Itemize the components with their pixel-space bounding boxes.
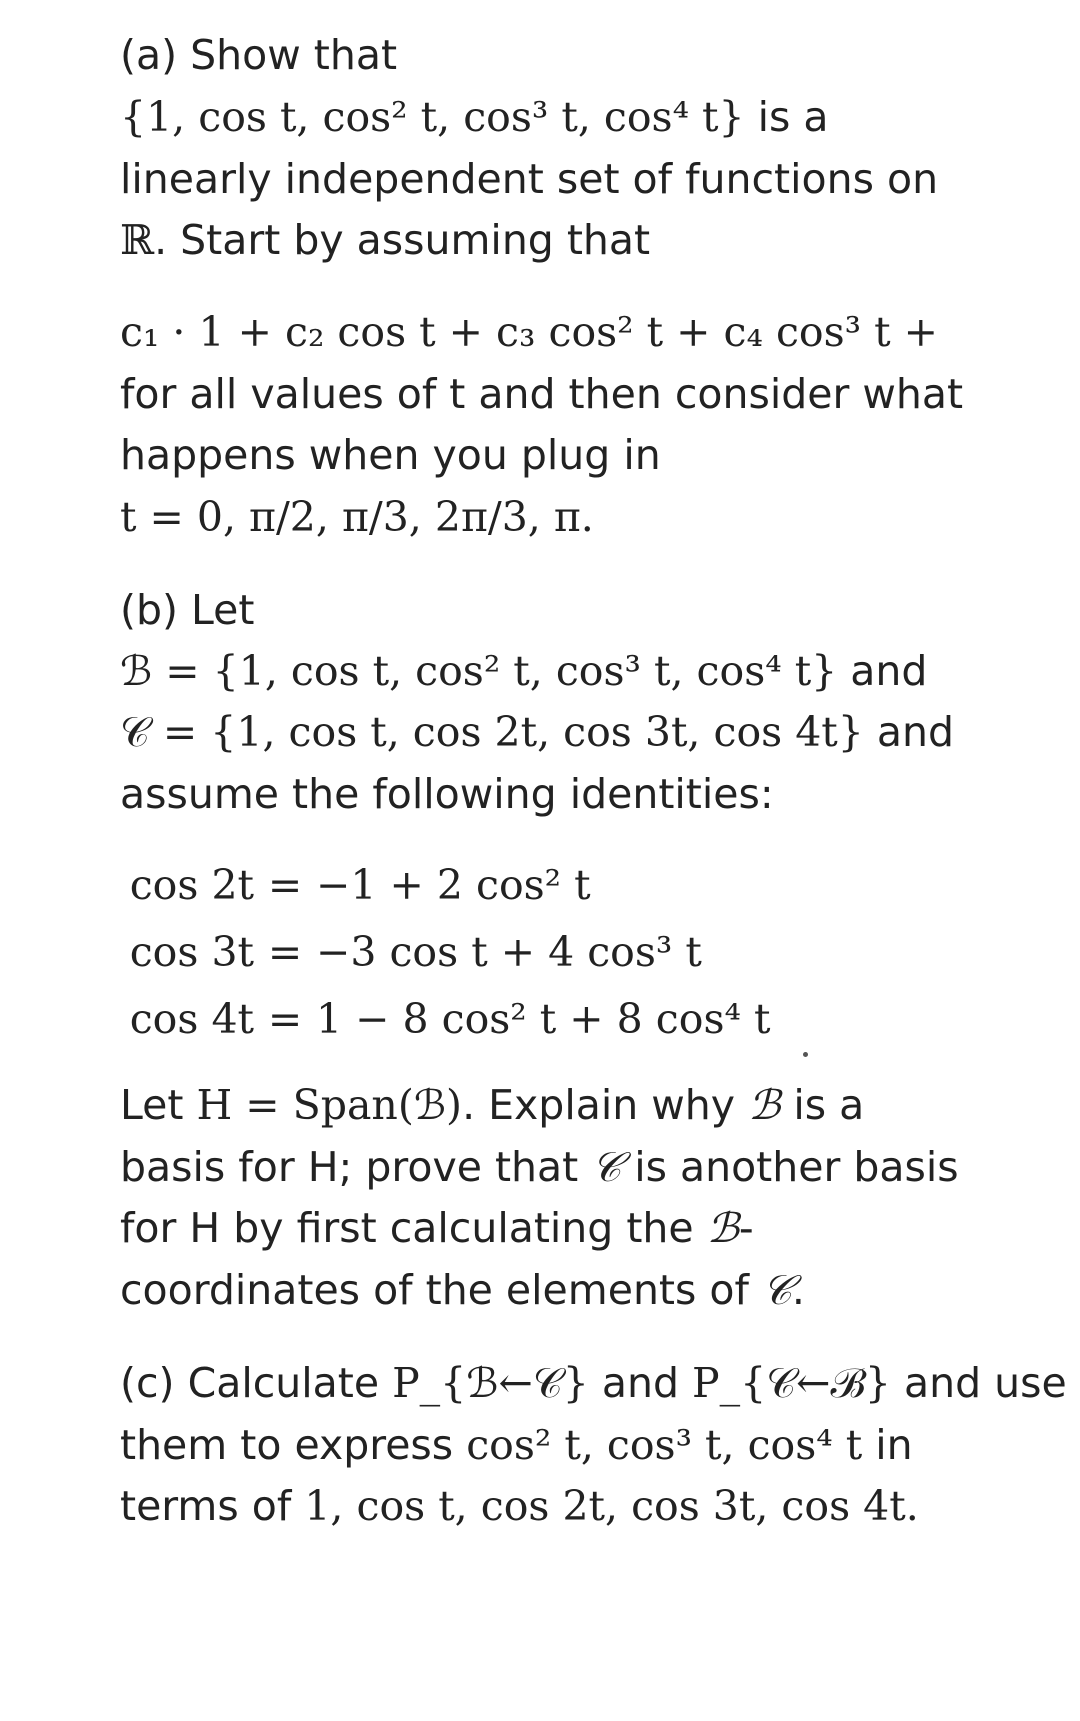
part-a-line-7 (120, 430, 661, 480)
part-b-explain: . Explain why (462, 1081, 749, 1129)
part-a-line-6 (120, 369, 963, 419)
part-b-first-calc: for H by first calculating the (120, 1204, 707, 1252)
part-a-assumption-equation (120, 307, 955, 357)
identity-2-lhs: cos 3t (129, 928, 254, 976)
basis-b-definition: ℬ = {1, cos t, cos² t, cos³ t, cos⁴ t} (120, 647, 838, 695)
plug-in-values: t = 0, π/2, π/3, 2π/3, π. (120, 493, 594, 541)
part-b-para-line-2 (120, 1142, 959, 1192)
assumption-equation-text: c₁ · 1 + c₂ cos t + c₃ cos² t + c₄ cos³ t + (120, 308, 938, 356)
identity-1-lhs: cos 2t (129, 861, 254, 909)
part-a-text-4: . Start by assuming that (154, 216, 651, 264)
part-b-heading (120, 585, 254, 635)
part-c-line-3 (120, 1481, 919, 1531)
part-c-line-2 (120, 1420, 913, 1470)
identity-row-2 (126, 927, 702, 977)
basis-c-definition: 𝒞 = {1, cos t, cos 2t, cos 3t, cos 4t} (120, 708, 864, 756)
part-b-line-4 (120, 769, 774, 819)
identity-2-equals: = (267, 928, 303, 976)
identity-row-1 (126, 860, 591, 910)
identity-2-rhs: −3 cos t + 4 cos³ t (316, 928, 702, 976)
part-a-text-7: happens when you plug in (120, 431, 661, 479)
part-b-period: . (791, 1266, 805, 1314)
part-a-set-suffix: is a (744, 93, 829, 141)
part-b-basis-prove: basis for H; prove that (120, 1143, 592, 1191)
change-of-basis-c-from-b: P_{𝒞←ℬ} (692, 1359, 891, 1407)
part-a-function-set: {1, cos t, cos² t, cos³ t, cos⁴ t} (120, 93, 745, 141)
part-b-coordinates: coordinates of the elements of (120, 1266, 762, 1314)
identity-3-rhs: 1 − 8 cos² t + 8 cos⁴ t (316, 995, 771, 1043)
trailing-period-dot (803, 1052, 808, 1057)
part-b-para-line-1 (120, 1080, 864, 1130)
cos-powers-list: cos² t, cos³ t, cos⁴ t (466, 1421, 863, 1469)
basis-b-symbol-2: ℬ (706, 1204, 739, 1252)
part-b-text-4: assume the following identities: (120, 770, 774, 818)
part-b-para-line-3 (120, 1203, 754, 1253)
identity-3-lhs: cos 4t (129, 995, 254, 1043)
basis-b-symbol: ℬ (748, 1081, 781, 1129)
part-b-basis-c-line (120, 707, 954, 757)
real-numbers-symbol: ℝ (120, 216, 155, 264)
basis-c-symbol: 𝒞 (591, 1143, 622, 1191)
part-b-is-a: is a (780, 1081, 865, 1129)
part-a-text-3: linearly independent set of functions on (120, 155, 939, 203)
part-a-line-4 (120, 215, 650, 265)
part-b-and-1: and (837, 647, 928, 695)
basis-c-symbol-2: 𝒞 (761, 1266, 792, 1314)
part-c-terms-of: terms of (120, 1482, 305, 1530)
part-a-label: (a) Show that (120, 31, 398, 79)
part-a-heading (120, 30, 397, 80)
part-b-and-2: and (863, 708, 955, 756)
identity-1-equals: = (267, 861, 303, 909)
identity-3-equals: = (267, 995, 303, 1043)
part-b-para-line-4 (120, 1265, 805, 1315)
part-b-basis-b-line (120, 646, 927, 696)
part-c-in: in (862, 1421, 913, 1469)
part-a-text-6: for all values of t and then consider what (120, 370, 964, 418)
part-c-and-use: and use (890, 1359, 1067, 1407)
part-b-hyphen: - (738, 1204, 754, 1252)
part-c-and: and (588, 1359, 693, 1407)
part-a-set-line (120, 92, 829, 142)
part-b-label: (b) Let (120, 586, 255, 634)
part-a-line-3 (120, 154, 938, 204)
part-c-express: them to express (120, 1421, 467, 1469)
part-b-another-basis: is another basis (621, 1143, 959, 1191)
identity-row-3 (126, 994, 770, 1044)
part-c-line-1 (120, 1358, 1067, 1408)
part-c-calculate: (c) Calculate (120, 1359, 393, 1407)
identity-1-rhs: −1 + 2 cos² t (316, 861, 591, 909)
change-of-basis-b-from-c: P_{ℬ←𝒞} (392, 1359, 589, 1407)
cos-multiples-list: 1, cos t, cos 2t, cos 3t, cos 4t. (304, 1482, 919, 1530)
part-a-line-8 (120, 492, 594, 542)
h-span-definition: H = Span(ℬ) (196, 1081, 463, 1129)
part-b-let: Let (120, 1081, 197, 1129)
